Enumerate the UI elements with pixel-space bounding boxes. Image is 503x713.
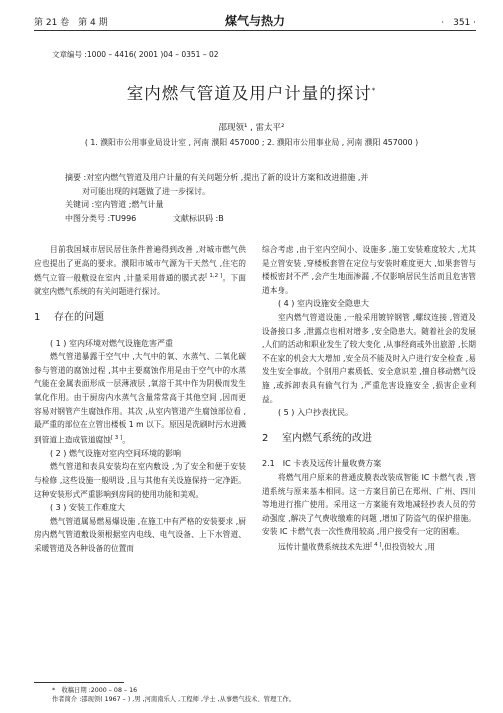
paper-title [0, 80, 503, 104]
document-code: 文献标识码 :B [173, 213, 224, 223]
right-column [262, 243, 476, 554]
header-rule [34, 30, 476, 31]
subsection-5-heading: ( 5 ) 入户抄表扰民。 [278, 408, 353, 418]
remote-metering-text: 远传计量收费系统技术先进 [278, 542, 371, 552]
author-bio: 作者简介 :邵现领( 1967 – ) ,男 ,河南南乐人 ,工程师 ,学士 ,从事燃气技术、管理工作。 [52, 696, 296, 703]
abstract-block [65, 171, 465, 225]
remote-metering-text-end: ,但投资较大 ,用 [381, 542, 436, 552]
left-column [34, 243, 246, 556]
subsection-3-text: 燃气管道属易燃易爆设施 ,在施工中有严格的安装要求 ,厨房内燃气管道敷设须根据室内电线、电气设备、上下水管道、采暖管道及各种设备的位置而 [34, 516, 246, 553]
subsection-1-body: 燃气管道暴露于空气中 ,大气中的氧、水蒸气、二氧化碳参与管道的腐蚀过程 ,其中主要腐蚀作用是由于空气中的水蒸气能在金属表面形成一层薄液层 ,氧溶于其中作为阴极而发生氧化作用。由于厨房内水蒸气含量常常高于其他空间 ,因而更容易对钢管产生腐蚀作用。其次 ,从室内管道产生腐蚀部位看 ,最严重的部位在立管出楼板 1 m 以下。原因是洗刷时污水进溅到管道上造成管道腐蚀 [34, 352, 246, 445]
subsection-1-text: 燃气管道暴露于空气中 ,大气中的氧、水蒸气、二氧化碳参与管道的腐蚀过程 ,其中主要腐蚀作用是由于空气中的水蒸气能在金属表面形成一层薄液层 ,氧溶于其中作为阴极而发生氧化作用。由于厨房内水蒸气含量常常高于其他空间 ,因而更容易对钢管产生腐蚀作用。其次 ,从室内管道产生腐蚀部位看 ,最严重的部位在立管出楼板 1 m 以下。原因是洗刷时污水进溅到管道上造成管道腐蚀[ 3 ]。 [34, 352, 246, 445]
section-number: 2 [262, 432, 269, 444]
clc-number: 中图分类号 :TU996 [65, 213, 137, 223]
subsection-2-1-heading: 2.1 IC 卡表及远传计量收费方案 [262, 459, 382, 469]
subsection-1-heading: ( 1 ) 室内环境对燃气设施危害严重 [50, 338, 173, 348]
subsection-2-heading: ( 2 ) 燃气设施对室内空间环境的影响 [50, 448, 181, 458]
intro-paragraph [34, 243, 246, 299]
section-title: 室内燃气系统的改进 [282, 432, 372, 444]
subsection-4-text: 室内燃气管道设施 ,一般采用镀锌钢管 ,螺纹连接 ,管道及设备接口多 ,泄露点也相对增多 ,安全隐患大。随着社会的发展 ,人们的活动和职业发生了较大变化 ,从事经商或外出旅游 ,长期不在家的机会大大增加 ,安全员不能及时入户进行安全检查 ,易发生安全事故。个别用户素质低、安全意识差 ,擅自移动燃气设施 ,或拆卸表具有偷气行为 ,严重危害设施安全 ,损害企业利益。 [262, 312, 476, 404]
page-number: · 351 · [441, 18, 476, 28]
volume-issue: 第 21 卷 第 4 期 [34, 18, 108, 28]
subsection-2-1-text: 将燃气用户原来的普通皮膜表改装成智能 IC 卡燃气表 ,管道系统与原来基本相同。这一方案目前已在郑州、广州、四川等地进行推广使用。采用这一方案能有效地减轻抄表人员的劳动强度 ,解决了气费收缴难的问题 ,增加了防盗气的保护措施。安装 IC 卡燃气表一次性费用较高 ,用户接受有一定的困难。 [262, 472, 476, 537]
subsection-2-text: 燃气管道和表具安装均在室内敷设 ,为了安全和便于安装与检修 ,这些设施一般明设 ,且与其他有关设施保持一定净距。这种安装形式严重影响到房间的使用功能和美观。 [34, 462, 246, 499]
footnote-rule [34, 682, 124, 683]
title-footnote-mark: * [371, 86, 377, 95]
received-date: * 收稿日期 :2000 – 08 – 16 [52, 687, 138, 694]
citation-ref: [ 3 ] [110, 434, 123, 441]
title-text: 室内燃气管道及用户计量的探讨 [126, 84, 372, 103]
section-title: 存在的问题 [54, 311, 104, 323]
abstract-line-1: 摘要 :对室内燃气管道及用户计量的有关问题分析 ,提出了新的设计方案和改进措施 ,并 [65, 173, 369, 182]
classification-row [65, 212, 465, 226]
author-list: 邵现领¹ , 雷太平² [218, 123, 285, 133]
keywords: 关键词 :室内管道 ;燃气计量 [65, 200, 164, 210]
subsection-3-heading: ( 3 ) 安装工作难度大 [50, 503, 125, 513]
citation-ref: [ 4 ] [370, 541, 382, 548]
article-number: 文章编号 :1000 – 4416( 2001 )04 – 0351 – 02 [52, 50, 219, 59]
intro-text-b: 。下面就室内燃气系统的有关问题进行探讨。 [34, 273, 246, 297]
subsection-4-heading: ( 4 ) 室内设施安全隐患大 [278, 299, 369, 309]
section-2-heading [262, 432, 476, 446]
footnote [52, 686, 295, 704]
affiliations: ( 1. 濮阳市公用事业局设计室 , 河南 濮阳 457000 ; 2. 濮阳市公用事业局 , 河南 濮阳 457000 ) [84, 138, 419, 147]
abstract-line-2: 对可能出现的问题做了进一步探讨。 [82, 186, 210, 196]
subsection-2-1-text-continued [262, 539, 476, 554]
intro-text-a: 目前我国城市居民居住条件普遍得到改善 ,对城市燃气供应也提出了更高的要求。濮阳市城市气源为干天然气 ,住宅的燃气立管一般敷设在室内 ,计量采用普通的膜式表 [34, 245, 246, 283]
citation-ref: [ 1,2 ] [205, 273, 223, 280]
running-header [34, 12, 476, 28]
section-1-heading [34, 311, 246, 325]
continued-text: 综合考虑 ,由于室内空间小、设施多 ,施工安装难度较大 ,尤其是立管安装 ,穿楼板套管在定位与安装时难度更大 ,如果套管与楼板密封不严 ,会产生地面渗漏 ,不仅影响居民生活而且危害管道本身。 [262, 245, 476, 295]
section-number: 1 [34, 311, 41, 323]
journal-name: 煤气与热力 [224, 14, 285, 28]
